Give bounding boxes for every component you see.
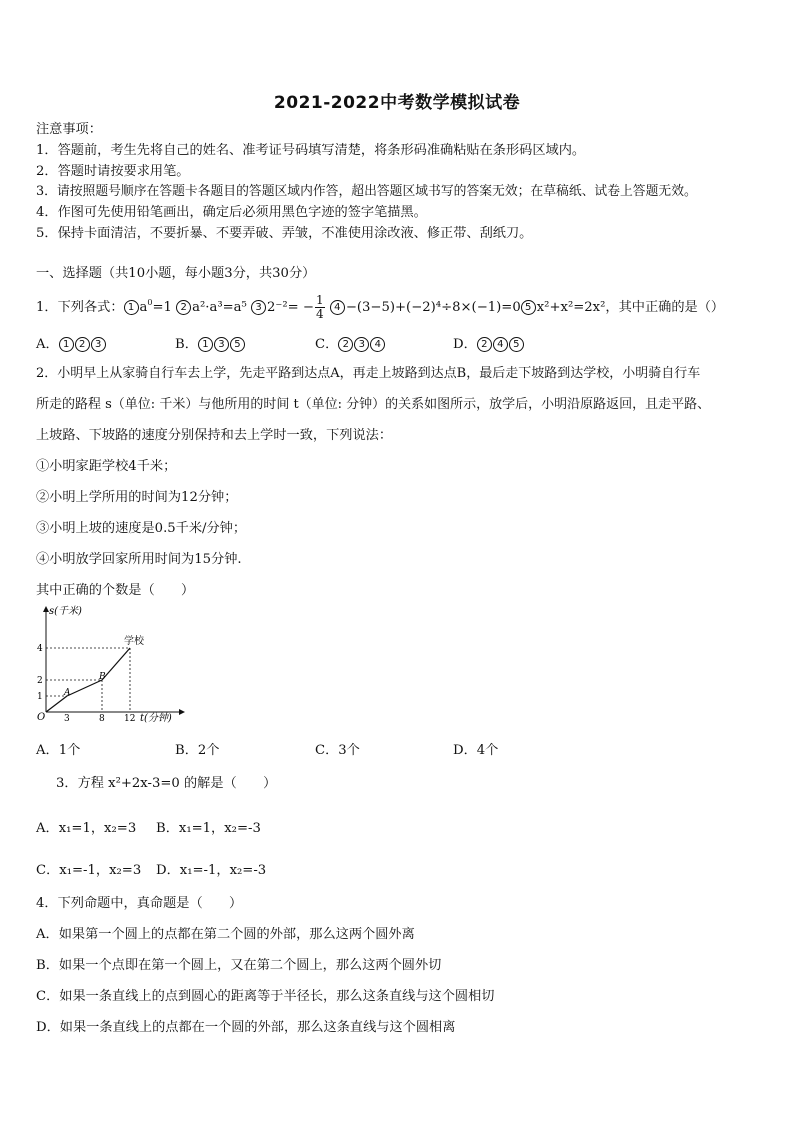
q2-line-1: 2．小明早上从家骑自行车去上学，先走平路到达点A，再走上坡路到达点B，最后走下坡路到达学校，小明骑自行车 — [36, 366, 701, 381]
q3-option-d[interactable]: D．x₁=-1，x₂=-3 — [156, 863, 267, 878]
q3-option-b[interactable]: B．x₁=1，x₂=-3 — [156, 821, 261, 836]
point-label: B — [99, 672, 106, 682]
q1-expr-3: 2⁻²= − — [267, 300, 314, 315]
q1-option-d[interactable] — [453, 333, 525, 352]
notes-heading: 注意事项： — [36, 122, 102, 137]
circled-number: 3 — [91, 337, 106, 352]
q4-option-a[interactable]: A．如果第一个圆上的点都在第二个圆的外部，那么这两个圆外离 — [36, 927, 415, 942]
y-tick-label: 4 — [37, 644, 43, 654]
q1-exp-zero: 0 — [147, 298, 153, 307]
y-tick-label: 1 — [37, 692, 43, 702]
fraction-denominator: 4 — [315, 307, 324, 321]
option-label: A． — [36, 337, 59, 352]
q1-expr-1b: =1 — [152, 300, 172, 315]
q1-suffix: ，其中正确的是（） — [605, 300, 725, 315]
x-axis-label: t(分钟) — [140, 713, 172, 723]
note-item-2: 2．答题时请按要求用笔。 — [36, 164, 190, 179]
note-item-1: 1．答题前，考生先将自己的姓名、准考证号码填写清楚，将条形码准确粘贴在条形码区域内。 — [36, 143, 586, 158]
circled-number: 4 — [370, 337, 385, 352]
origin-label: O — [37, 712, 46, 723]
circled-number: 1 — [124, 300, 139, 315]
option-label: B． — [175, 337, 198, 352]
x-tick-label: 3 — [64, 714, 70, 723]
data-segment — [67, 680, 102, 696]
q2-option-b[interactable]: B．2个 — [175, 743, 220, 758]
point-label: A — [64, 688, 71, 698]
circled-number: 2 — [176, 300, 191, 315]
option-label: D． — [453, 337, 477, 352]
q4-option-c[interactable]: C．如果一条直线上的点到圆心的距离等于半径长，那么这条直线与这个圆相切 — [36, 989, 495, 1004]
q4-stem: 4．下列命题中，真命题是（ ） — [36, 896, 243, 911]
circled-number: 4 — [330, 300, 345, 315]
circled-number: 4 — [493, 337, 508, 352]
section-heading: 一、选择题（共10小题，每小题3分，共30分） — [36, 266, 316, 281]
note-item-3: 3．请按照题号顺序在答题卡各题目的答题区域内作答，超出答题区域书写的答案无效；在草稿纸、试卷上答题无效。 — [36, 184, 697, 199]
y-tick-label: 2 — [37, 676, 43, 686]
q4-option-b[interactable]: B．如果一个点即在第一个圆上，又在第二个圆上，那么这两个圆外切 — [36, 958, 442, 973]
point-label: 学校 — [124, 636, 144, 647]
q1-expr-5: x²+x²=2x² — [536, 300, 606, 315]
y-axis-label: s(千米) — [49, 606, 82, 617]
fraction — [315, 294, 325, 321]
question-1-stem — [36, 294, 724, 321]
circled-number: 5 — [509, 337, 524, 352]
q1-option-c[interactable] — [315, 333, 386, 352]
q2-line-2: 所走的路程 s（单位: 千米）与他所用的时间 t（单位: 分钟）的关系如图所示，放学后，小明沿原路返回，且走平路、 — [36, 397, 711, 412]
q2-option-a[interactable]: A．1个 — [36, 743, 81, 758]
circled-number: 1 — [198, 337, 213, 352]
q2-statement-4: ④小明放学回家所用时间为15分钟. — [36, 552, 242, 567]
q2-statement-2: ②小明上学所用的时间为12分钟； — [36, 490, 238, 505]
circled-number: 1 — [59, 337, 74, 352]
q2-option-c[interactable]: C．3个 — [315, 743, 360, 758]
fraction-numerator: 1 — [315, 293, 324, 307]
q1-prefix: 1．下列各式： — [36, 300, 124, 315]
q2-ask: 其中正确的个数是（ ） — [36, 583, 195, 598]
q3-option-a[interactable]: A．x₁=1，x₂=3 — [36, 821, 137, 836]
circled-number: 5 — [521, 300, 536, 315]
circled-number: 3 — [214, 337, 229, 352]
circled-number: 3 — [354, 337, 369, 352]
data-segment — [46, 696, 67, 712]
data-segment — [102, 648, 130, 680]
q1-option-b[interactable] — [175, 333, 246, 352]
note-item-5: 5．保持卡面清洁，不要折暴、不要弄破、弄皱，不准使用涂改液、修正带、刮纸刀。 — [36, 226, 533, 241]
circled-number: 2 — [338, 337, 353, 352]
q3-stem: 3．方程 x²+2x-3=0 的解是（ ） — [56, 776, 277, 791]
q2-statement-3: ③小明上坡的速度是0.5千米/分钟； — [36, 521, 247, 536]
circled-number: 2 — [75, 337, 90, 352]
q1-option-a[interactable] — [36, 333, 107, 352]
page-title: 2021-2022中考数学模拟试卷 — [273, 93, 521, 113]
q2-line-3: 上坡路、下坡路的速度分别保持和去上学时一致，下列说法： — [36, 428, 393, 443]
q2-statement-1: ①小明家距学校4千米； — [36, 459, 177, 474]
circled-number: 5 — [230, 337, 245, 352]
q4-option-d[interactable]: D．如果一条直线上的点都在一个圆的外部，那么这条直线与这个圆相离 — [36, 1020, 456, 1035]
distance-time-graph — [34, 603, 194, 723]
q1-expr-4: −(3−5)+(−2)⁴÷8×(−1)=0 — [345, 300, 521, 315]
option-label: C． — [315, 337, 339, 352]
note-item-4: 4．作图可先使用铅笔画出，确定后必须用黑色字迹的签字笔描黑。 — [36, 205, 427, 220]
q1-expr-2: a²·a³=a⁵ — [192, 300, 247, 315]
q3-option-c[interactable]: C．x₁=-1，x₂=3 — [36, 863, 142, 878]
x-tick-label: 12 — [124, 714, 136, 723]
circled-number: 3 — [251, 300, 266, 315]
q1-expr-1: a — [139, 300, 148, 315]
circled-number: 2 — [477, 337, 492, 352]
q2-option-d[interactable]: D．4个 — [453, 743, 499, 758]
x-tick-label: 8 — [99, 714, 105, 723]
